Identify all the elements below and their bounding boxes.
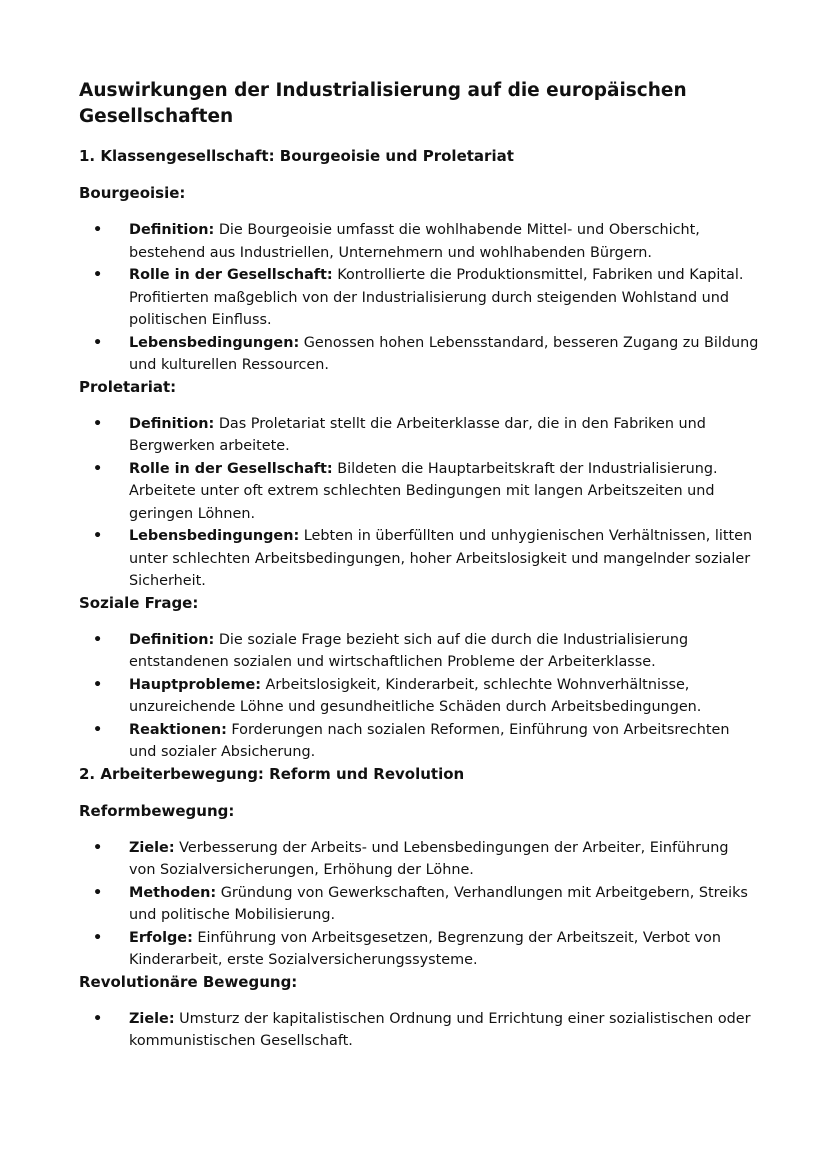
item-text: Gründung von Gewerkschaften, Verhandlungen mit Arbeitgebern, Streiks und politische Mobilisierung. <box>129 884 748 923</box>
bullet-icon: • <box>93 460 103 477</box>
item-label: Ziele: <box>129 1010 175 1027</box>
subsection-heading: Revolutionäre Bewegung: <box>79 972 298 991</box>
item-text: Forderungen nach sozialen Reformen, Einführung von Arbeitsrechten und sozialer Absicherung. <box>129 721 730 760</box>
item-text: Arbeitslosigkeit, Kinderarbeit, schlechte Wohnverhältnisse, unzureichende Löhne und gesundheitliche Schäden durch Arbeitsbedingungen. <box>129 676 702 715</box>
list-item <box>79 332 759 377</box>
item-label: Lebensbedingungen: <box>129 334 300 351</box>
bullet-icon: • <box>93 884 103 901</box>
item-label: Reaktionen: <box>129 721 227 738</box>
item-text: Verbesserung der Arbeits- und Lebensbedingungen der Arbeiter, Einführung von Sozialversicherungen, Erhöhung der Löhne. <box>129 839 729 878</box>
document-page <box>79 78 759 1053</box>
bullet-icon: • <box>93 222 103 238</box>
bullet-icon: • <box>93 334 103 351</box>
item-text: Genossen hohen Lebensstandard, besseren Zugang zu Bildung und kulturellen Ressourcen. <box>129 334 759 373</box>
list-item <box>79 1008 759 1053</box>
bullet-list <box>79 1008 759 1053</box>
list-item <box>79 674 759 719</box>
bullet-icon: • <box>93 839 103 856</box>
bullet-icon: • <box>93 415 103 432</box>
list-item <box>79 413 759 458</box>
item-label: Definition: <box>129 631 215 648</box>
item-text: Umsturz der kapitalistischen Ordnung und Errichtung einer sozialistischen oder kommunistischen Gesellschaft. <box>129 1010 751 1049</box>
item-label: Definition: <box>129 222 215 238</box>
list-item <box>79 525 759 593</box>
bullet-icon: • <box>93 676 103 693</box>
bullet-icon: • <box>93 631 103 648</box>
document-title: Auswirkungen der Industrialisierung auf die europäischen Gesellschaften <box>79 80 687 127</box>
subsection-heading: Soziale Frage: <box>79 593 199 612</box>
bullet-list <box>79 629 759 764</box>
list-item <box>79 264 759 332</box>
item-label: Hauptprobleme: <box>129 676 261 693</box>
bullet-icon: • <box>93 1010 103 1027</box>
bullet-icon: • <box>93 721 103 738</box>
item-text: Bildeten die Hauptarbeitskraft der Industrialisierung. Arbeitete unter oft extrem schlechten Bedingungen mit langen Arbeitszeiten und geringen Löhnen. <box>129 460 718 522</box>
item-label: Lebensbedingungen: <box>129 528 300 544</box>
document-content <box>79 146 759 1053</box>
list-item <box>79 837 759 882</box>
item-label: Rolle in der Gesellschaft: <box>129 460 333 477</box>
subsection-heading: Proletariat: <box>79 377 177 396</box>
item-text: Die Bourgeoisie umfasst die wohlhabende Mittel- und Oberschicht, bestehend aus Industriellen, Unternehmern und wohlhabenden Bürgern. <box>129 222 700 261</box>
bullet-icon: • <box>93 267 103 283</box>
list-item <box>79 719 759 764</box>
item-text: Kontrollierte die Produktionsmittel, Fabriken und Kapital. Profitierten maßgeblich von der Industrialisierung durch steigenden Wohlstand und politischen Einfluss. <box>129 267 744 328</box>
section-heading: 1. Klassengesellschaft: Bourgeoisie und Proletariat <box>79 147 514 165</box>
item-label: Definition: <box>129 415 215 432</box>
item-text: Die soziale Frage bezieht sich auf die durch die Industrialisierung entstandenen sozialen und wirtschaftlichen Probleme der Arbeiterklasse. <box>129 631 689 670</box>
item-label: Erfolge: <box>129 929 193 946</box>
item-label: Rolle in der Gesellschaft: <box>129 267 333 283</box>
item-text: Lebten in überfüllten und unhygienischen Verhältnissen, litten unter schlechten Arbeitsbedingungen, hoher Arbeitslosigkeit und mangelnder sozialer Sicherheit. <box>129 528 753 589</box>
bullet-list <box>79 219 759 377</box>
item-text: Einführung von Arbeitsgesetzen, Begrenzung der Arbeitszeit, Verbot von Kinderarbeit, erste Sozialversicherungssysteme. <box>129 929 721 968</box>
bullet-list <box>79 837 759 972</box>
item-label: Ziele: <box>129 839 175 856</box>
list-item <box>79 927 759 972</box>
bullet-list <box>79 413 759 593</box>
item-label: Methoden: <box>129 884 217 901</box>
list-item <box>79 458 759 526</box>
list-item <box>79 882 759 927</box>
bullet-icon: • <box>93 528 103 544</box>
item-text: Das Proletariat stellt die Arbeiterklasse dar, die in den Fabriken und Bergwerken arbeitete. <box>129 415 706 454</box>
subsection-heading: Reformbewegung: <box>79 801 235 820</box>
subsection-heading: Bourgeoisie: <box>79 184 186 202</box>
bullet-icon: • <box>93 929 103 946</box>
section-heading: 2. Arbeiterbewegung: Reform und Revolution <box>79 764 465 783</box>
list-item <box>79 629 759 674</box>
list-item <box>79 219 759 264</box>
